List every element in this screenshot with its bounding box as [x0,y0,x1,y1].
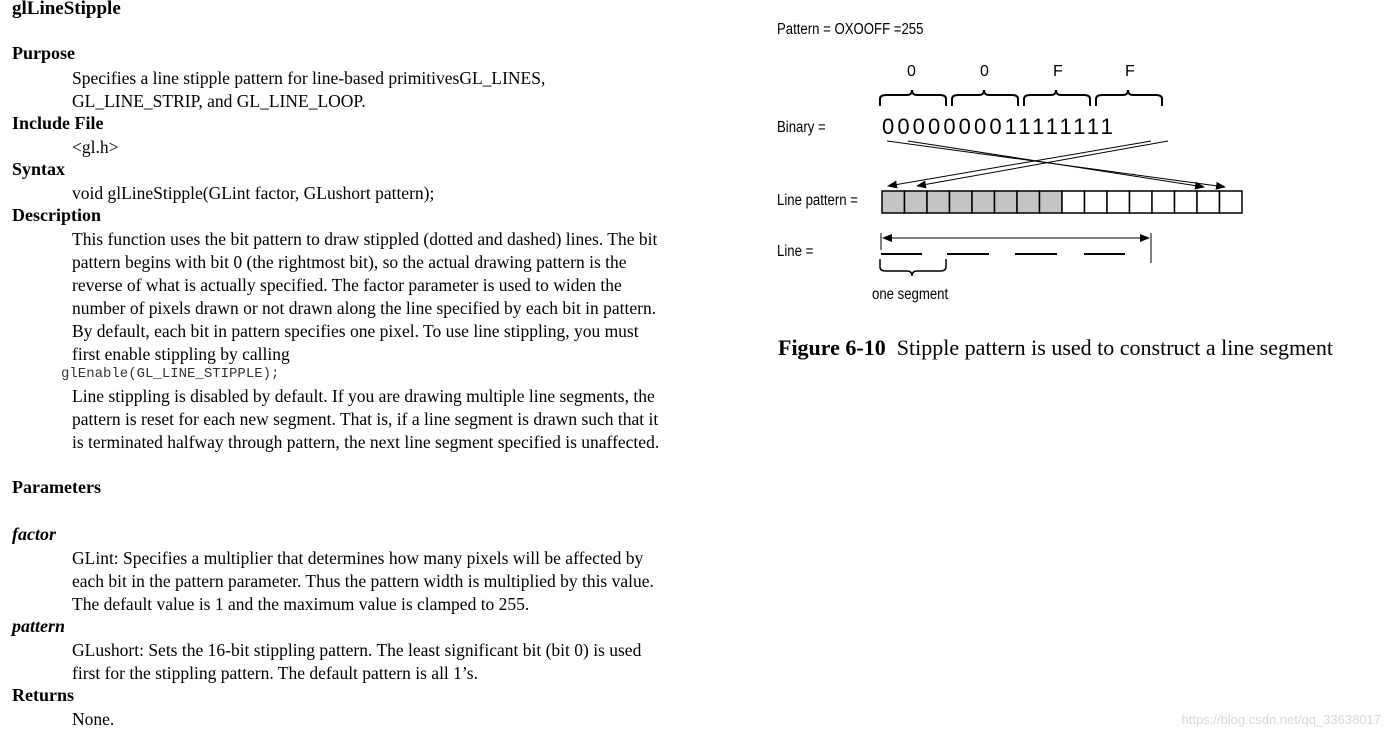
caption-text: Stipple pattern is used to construct a line segment [896,335,1333,360]
hex-digit: F [1053,63,1063,80]
description-line: number of pixels drawn or not drawn along the line specified by each bit in pattern. [72,298,657,318]
description-line: pattern is reset for each new segment. That is, if a line segment is drawn such that it [72,409,659,429]
cross-arrow [888,141,1151,186]
pattern-cell [1062,191,1085,213]
returns-heading: Returns [12,685,74,705]
binary-digits: 0000000011111111 [882,114,1116,139]
param-factor-line: The default value is 1 and the maximum value is clamped to 255. [72,594,530,614]
param-factor-name: factor [12,524,56,544]
description-heading: Description [12,205,101,225]
stipple-diagram [770,0,1391,330]
description-line: first enable stippling by calling [72,344,290,364]
line-label: Line = [777,243,814,260]
param-pattern-line: first for the stippling pattern. The default pattern is all 1’s. [72,663,478,683]
param-pattern-name: pattern [12,616,66,636]
pattern-cell [995,191,1018,213]
brace [1024,90,1090,106]
purpose-heading: Purpose [12,43,75,63]
brace [952,90,1018,106]
include-heading: Include File [12,113,104,133]
param-factor-line: GLint: Specifies a multiplier that determines how many pixels will be affected by [72,548,644,568]
description-line: reverse of what is actually specified. The factor parameter is used to widen the [72,275,622,295]
segment-brace [880,259,946,276]
pattern-cell [972,191,995,213]
parameters-heading: Parameters [12,477,101,497]
binary-label: Binary = [777,119,826,136]
description-line: pattern begins with bit 0 (the rightmost bit), so the actual drawing pattern is the [72,252,627,272]
param-factor-line: each bit in the pattern parameter. Thus the pattern width is multiplied by this value. [72,571,654,591]
brace [880,90,946,106]
description-line: By default, each bit in pattern specifies one pixel. To use line stippling, you must [72,321,639,341]
pattern-cell [950,191,973,213]
returns-value: None. [72,709,115,729]
hex-digit: 0 [907,63,916,80]
syntax-heading: Syntax [12,159,66,179]
watermark: https://blog.csdn.net/qq_33638017 [1181,712,1381,727]
hex-digit: F [1125,63,1135,80]
stipple-figure [770,0,1391,739]
code-sample: glEnable(GL_LINE_STIPPLE); [61,366,280,382]
pattern-cells [882,191,1242,213]
purpose-line: Specifies a line stipple pattern for line-based primitivesGL_LINES, [72,68,546,88]
pattern-cell [927,191,950,213]
pattern-cell [1040,191,1063,213]
pattern-cell [1152,191,1175,213]
pattern-label: Pattern = OXOOFF =255 [777,21,924,38]
pattern-cell [1130,191,1153,213]
description-line: This function uses the bit pattern to draw stippled (dotted and dashed) lines. The bit [72,229,658,249]
caption-number: Figure 6-10 [778,335,886,360]
description-line: is terminated halfway through pattern, the next line segment specified is unaffected. [72,432,660,452]
pattern-cell [1017,191,1040,213]
include-value: <gl.h> [72,137,119,157]
syntax-value: void glLineStipple(GLint factor, GLushort pattern); [72,183,435,203]
pattern-cell [1197,191,1220,213]
pattern-cell [1085,191,1108,213]
pattern-cell [1175,191,1198,213]
line-pattern-label: Line pattern = [777,192,858,209]
figure-caption [778,335,1333,361]
brace [1096,90,1162,106]
pattern-cell [1220,191,1243,213]
one-segment-label: one segment [872,286,949,303]
description-line: Line stippling is disabled by default. If you are drawing multiple line segments, the [72,386,655,406]
pattern-cell [882,191,905,213]
page-title: glLineStipple [12,0,121,19]
pattern-cell [1107,191,1130,213]
pattern-cell [905,191,928,213]
hex-digit: 0 [980,63,989,80]
purpose-line: GL_LINE_STRIP, and GL_LINE_LOOP. [72,91,366,111]
param-pattern-line: GLushort: Sets the 16-bit stippling pattern. The least significant bit (bit 0) is used [72,640,642,660]
